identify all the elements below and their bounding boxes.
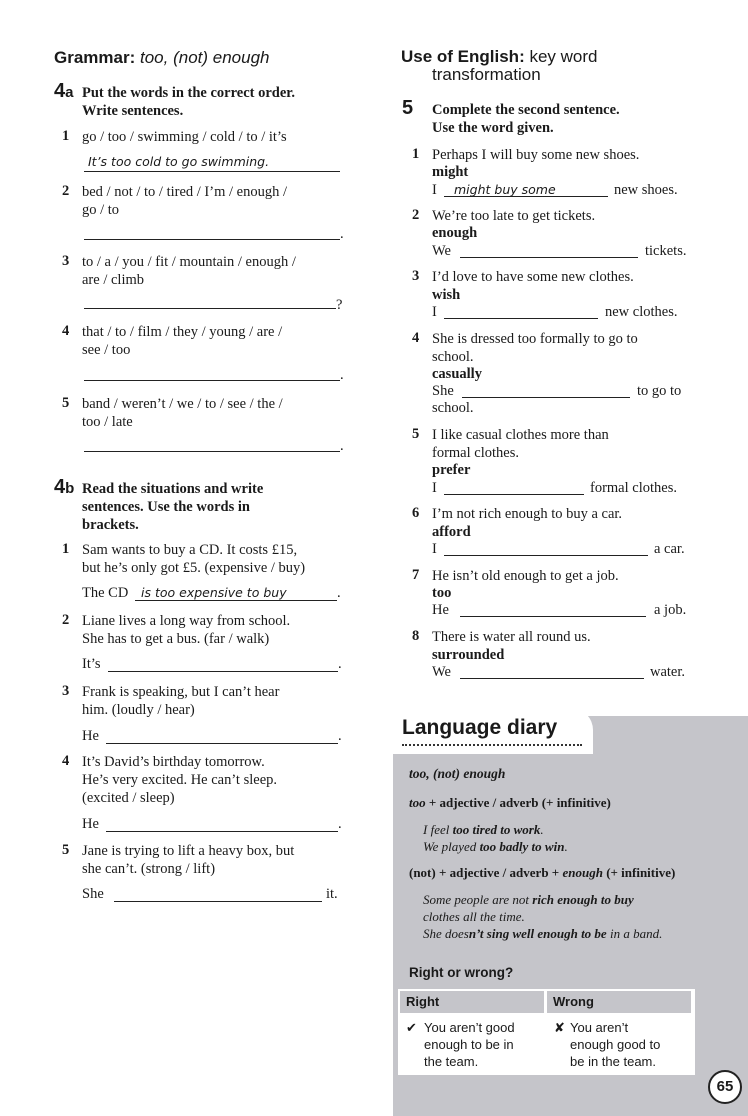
answer-line[interactable] xyxy=(444,540,648,556)
answer-line[interactable] xyxy=(84,225,340,240)
wrong-header: Wrong xyxy=(547,991,691,1013)
answer-line[interactable] xyxy=(114,885,322,902)
right-example: ✔ You aren’t good enough to be in the team. xyxy=(406,1020,515,1069)
exercise-4b-label: 4b xyxy=(54,476,75,498)
right-or-wrong-title: Right or wrong? xyxy=(409,965,514,980)
answer-line[interactable] xyxy=(444,479,584,495)
right-wrong-table xyxy=(398,989,695,1075)
grammar-title-bold: Grammar: xyxy=(54,48,136,67)
answer-line[interactable]: might buy some xyxy=(444,181,608,197)
diary-rule-enough: (not) + adjective / adverb + enough (+ infinitive) xyxy=(409,865,676,880)
diary-example-3: Some people are not rich enough to buy xyxy=(423,892,634,907)
check-icon: ✔ xyxy=(406,1020,417,1035)
exercise-4a-label: 4a xyxy=(54,80,74,102)
left-column: Grammar: too, (not) enough 4a Put the words in the correct order. Write sentences. 1 go / too / swimming / cold / to / it’s It’s too cold to go swimming. 2 bed / not / to / tired / I’m / enough / go / to . 3 to / a / you / fit / mountain / enough / are / climb ? 4 that / to / film / they / young / are / see / too . 5 band / weren’t / we / to / see / the / too / late . 4b Read the situations and write sentences. Use the words in brackets. 1 Sam wants to buy a CD. It costs £15, but he’s only got £5. (expensive / buy) The CD is too expensive to buy . 2 Liane lives a long way from school. She has to get a bus. (far / walk) It’s . 3 Frank is speaking, but I can’t hear him. (loudly / hear) He . 4 It’s David’s birthday tomorrow. He’s very excited. He can’t sleep. (excited / sleep) He . 5 Jane is trying to lift a heavy box, but she can’t. (strong / lift) She it. xyxy=(54,48,344,902)
answer-line[interactable] xyxy=(460,601,646,617)
answer-line[interactable] xyxy=(84,366,340,381)
answer-line[interactable] xyxy=(106,815,338,832)
answer-line[interactable] xyxy=(460,242,638,258)
answer-line[interactable] xyxy=(84,437,340,452)
answer-line[interactable] xyxy=(108,655,338,672)
exercise-4b-instruction: Read the situations and write sentences. Use the words in brackets. xyxy=(82,481,264,533)
answer-line[interactable] xyxy=(84,294,336,309)
answer-line[interactable]: is too expensive to buy xyxy=(135,584,337,601)
diary-example-4: She doesn’t sing well enough to be in a band. xyxy=(423,926,663,941)
title-underline xyxy=(402,744,582,746)
cross-icon: ✘ xyxy=(554,1020,565,1035)
answer-line[interactable] xyxy=(460,663,644,679)
exercise-5-label: 5 xyxy=(402,97,414,119)
answer-line[interactable] xyxy=(106,727,338,744)
answer-line[interactable]: It’s too cold to go swimming. xyxy=(84,153,340,172)
use-of-english-title: Use of English: key word transformation xyxy=(401,47,598,84)
exercise-4a-instruction: Put the words in the correct order. Write sentences. xyxy=(82,85,296,119)
answer-line[interactable] xyxy=(444,303,598,319)
wrong-example: ✘ You aren’t enough good to be in the team. xyxy=(554,1020,661,1069)
language-diary-title: Language diary xyxy=(402,716,558,739)
diary-example-1: I feel too tired to work. xyxy=(423,822,544,837)
diary-example-2: We played too badly to win. xyxy=(423,839,568,854)
page-number: 65 xyxy=(708,1070,742,1104)
diary-heading: too, (not) enough xyxy=(409,766,506,781)
diary-example-3-cont: clothes all the time. xyxy=(423,909,525,924)
grammar-title xyxy=(54,48,269,68)
grammar-title-topic: too, (not) enough xyxy=(140,48,270,67)
right-header: Right xyxy=(400,991,544,1013)
diary-rule-too: too + adjective / adverb (+ infinitive) xyxy=(409,795,611,810)
answer-line[interactable] xyxy=(462,382,630,398)
exercise-5-instruction: Complete the second sentence. Use the word given. xyxy=(432,102,620,136)
